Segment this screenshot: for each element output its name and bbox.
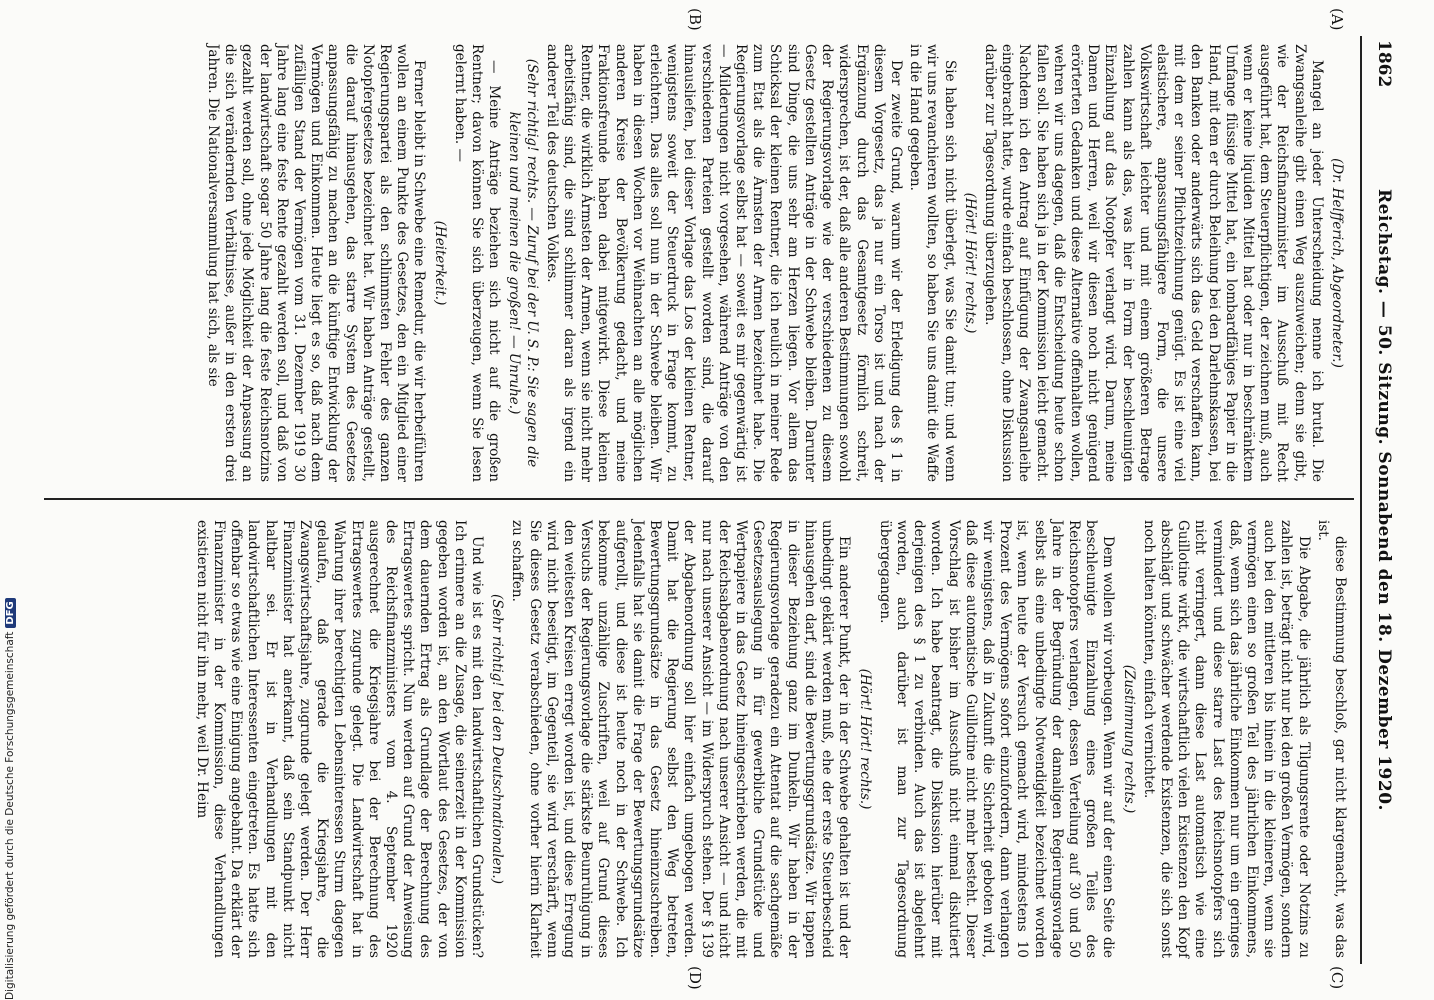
paragraph: diese Bestimmung beschloß, gar nicht klargemacht, was das ist. xyxy=(1314,520,1348,958)
margin-mark-d: (D) xyxy=(686,966,704,990)
paragraph: (Dr. Helfferich, Abgeordneter.) xyxy=(1329,158,1345,368)
paragraph: (Hört! Hört! rechts.) xyxy=(856,668,873,810)
paragraph: (Sehr richtig! bei den Deutschnationalen.) xyxy=(489,594,506,884)
footer-credit xyxy=(4,598,16,1000)
paragraph: Ferner bleibt in Schwebe eine Remedur, die wir herbeiführen wollen an einem Punkte des Gesetzes, den ein Mitglied einer Regierungspartei als den schlimmsten Fehler des ganzen Notopfergesetzes bezeichnet hat. Wir haben Anträge gestellt, die darauf hinausgehen, das starre System des Gesetzes anpassungsfähig zu machen an die künftige Entwicklung der Vermögen und Einkommen. Heute liegt es so, daß nach dem zufälligen Stand der Vermögen vom 31. Dezember 1919 30 Jahre lang eine feste Rente gezahlt werden soll, und daß von der landwirtschaft sogar 50 Jahre lang die feste Reichsnotzins gezahlt werden soll, ohne jede Möglichkeit der Anpassung an die sich verändernden Verhältnisse, außer in den ersten drei Jahren. Die Nationalversammlung hat sich, als sie xyxy=(205,44,428,482)
left-column xyxy=(202,44,1348,482)
paragraph: Und wie ist es mit den landwirtschaftlichen Grundstücken? Ich erinnere an die Zusage, die seinerzeit in der Kommission gegeben worden ist, an den Wortlaut des Gesetzes, der von dem dauernden Ertrag als Grundlage der Berechnung des Ertragswertes spricht. Nun werden auf Grund der Anweisung des Reichsfinanzministers vom 4. September 1920 ausgerechnet die Kriegsjahre bei der Berechnung des Ertragswertes zugrunde gelegt. Die Landwirtschaft hat in Wahrung ihrer berechtigten Lebensinteressen Sturm dagegen gelaufen, daß gerade die Kriegsjahre, die Zwangswirtschaftsjahre, zugrunde gelegt werden. Der Herr Finanzminister hat anerkannt, daß sein Standpunkt nicht haltbar sei. Er ist in Verhandlungen mit den landwirtschaftlichen Interessenten eingetreten. Es hatte sich offenbar so etwas wie eine Einigung angebahnt. Da erklärt der Finanzminister in der Kommission, diese Verhandlungen existieren nicht für ihn mehr, weil Dr. Heim xyxy=(193,520,486,958)
paragraph: Die Abgabe, die jährlich als Tilgungsrente oder Notzins zu zahlen ist, beträgt nicht nur bei den großen Vermögen, sondern auch bei den mittleren bis hinein in die kleineren, wenn sie vermögen einen so großen Teil des jährlichen Einkommens, daß, wenn sich das jährliche Einkommen nur um ein geringes vermindert und diese starre Last des Reichsnotopfers sich nicht verringert, dann diese Last automatisch wie eine Guillotine wirkt, die wirtschaftlich vielen Existenzen den Kopf abschlägt und schwächer werdende Existenzen, die sich sonst noch halten könnten, einfach vernichtet. xyxy=(1140,520,1312,958)
footer-strip xyxy=(4,0,20,1000)
margin-mark-b: (B) xyxy=(686,8,704,31)
page-header xyxy=(1368,40,1394,960)
paragraph: Mangel an jeder Unterscheidung nenne ich brutal. Die Zwangsanleihe gibt einen Weg auszuweichen; denn sie gibt, wie der Reichsfinanzminister im Ausschuß mit Recht ausgeführt hat, dem Steuerpflichtigen, der zeichnen muß, auch wenn er keine liquiden Mittel hat oder nur in beschränktem Umfange flüssige Mittel hat, ein lombardfähiges Papier in die Hand, mit dem er durch Beleihung bei den Darlehnskassen, bei den Banken oder anderwärts sich das Geld verschaffen kann, mit dem er seiner Pflichtzeichnung genügt. Es ist eine viel elastischere, anpassungsfähigere Form, die unsere Volkswirtschaft leichter und mit einem größeren Betrage zahlen kann als das, was hier in Form der beschleunigten Einzahlung auf das Notopfer verlangt wird. Darum, meine Damen und Herren, weil wir diesen noch nicht genügend erörterten Gedanken und diese Alternative offenhalten wollen, wehren wir uns dagegen, daß die Entscheidung heute schon fallen soll. Sie haben sich ja in der Kommission leicht gemacht. Nachdem ich den Antrag auf Einfügung der Zwangsanleihe eingebracht hatte, wurde einfach beschlossen, ohne Diskussion darüber zur Tagesordnung überzugehen. xyxy=(981,44,1325,482)
paragraph: (Heiterkeit.) xyxy=(431,220,448,306)
footer-credit-text: Digitalisierung gefördert durch die Deutsche Forschungsgemeinschaft xyxy=(4,631,16,1000)
page-number: 1862 xyxy=(1374,40,1394,88)
right-column xyxy=(191,520,1348,958)
paragraph: (Hört! Hört! rechts.) xyxy=(961,192,978,334)
column-divider xyxy=(44,498,1354,500)
margin-mark-a: (A) xyxy=(1328,8,1346,31)
header-rule xyxy=(1360,36,1362,964)
paragraph: — Meine Anträge beziehen sich nicht auf die großen Rentner; davon können Sie sich überzeugen, wenn Sie lesen gelernt haben. — xyxy=(451,44,503,482)
paragraph: Der zweite Grund, warum wir der Erledigung des § 1 in diesem Vorgesetz, das ja nur ein Torso ist und nach der Ergänzung durch das Gesamtgesetz förmlich schreit, widersprechen, ist der, daß alle anderen Bestimmungen sowohl der Regierungsvorlage wie der verschiedenen zu diesem Gesetz gestellten Anträge in der Schwebe bleiben. Darunter sind Dinge, die uns sehr am Herzen liegen. Vor allem das Schicksal der kleinen Rentner, die ich neulich in meiner Rede zum Etat als die Ärmsten der Armen bezeichnet habe. Die Regierungsvorlage selbst hat — soweit es mir gegenwärtig ist — Milderungen nicht vorgesehen, während Anträge von den verschiedenen Parteien gestellt worden sind, die darauf hinausliefen, bei dieser Vorlage das Los der kleinen Rentner, wenigstens soweit der Steuerdruck in Frage kommt, zu erleichtern. Das alles soll nun in der Schwebe bleiben. Wir haben in diesen Wochen vor Weihnachten an alle möglichen anderen Kreise der Bevölkerung gedacht, und meine Fraktionsfreunde haben dabei mitgewirkt. Diese kleinen Rentner, die wirklich Ärmsten der Armen, wenn sie nicht mehr arbeitsfähig sind, die sind schlimmer daran als irgend ein anderer Teil des deutschen Volkes. xyxy=(543,44,904,482)
paragraph: Dem wollen wir vorbeugen. Wenn wir auf der einen Seite die beschleunigte Einzahlung eines großen Teiles des Reichsnotopfers verlangen, dessen Verteilung auf 30 und 50 Jahre in der Begründung der damaligen Regierungsvorlage selbst als eine unbedingte Notwendigkeit bezeichnet worden ist, wenn heute der Versuch gemacht wird, mindestens 10 Prozent des Vermögens sofort einzufordern, dann verlangen wir wenigstens, daß in Zukunft die Sicherheit geboten wird, daß diese automatische Guillotine nicht mehr besteht. Dieser Vorschlag ist bisher im Ausschuß nicht einmal diskutiert worden. Ich habe beantragt, die Diskussion hierüber mit derjenigen des § 1 zu verbinden. Auch das ist abgelehnt worden, auch darüber ist man zur Tagesordnung übergegangen. xyxy=(876,520,1117,958)
paragraph: (Zustimmung rechts.) xyxy=(1120,664,1137,814)
paragraph: Ein anderer Punkt, der in der Schwebe gehalten ist und der unbedingt geklärt werden muß, ehe der erste Steuerbescheid hinausgehen darf, sind die Bewertungsgrundsätze. Wir tappen in dieser Beziehung ganz im Dunkeln. Wir haben in der Regierungsvorlage geradezu ein Attentat auf die sachgemäße Gesetzesauslegung in für gewerbliche Grundstücke und Wertpapiere in das Gesetz hineingeschrieben werden, die mit der Reichsabgabenordnung nach unserer Ansicht — und nicht nur nach unserer Ansicht — im Widerspruch stehen. Der § 139 der Abgabenordnung soll hier einfach umgebogen werden. Damit hat die Regierung selbst den Weg betreten, Bewertungsgrundsätze in das Gesetz hineinzuschreiben. Jedenfalls hat sie damit die Frage der Bewertungsgrundsätze aufgerollt, und diese ist heute noch in der Schwebe. Ich bekomme unzählige Zuschriften, weil auf Grund dieses Versuchs der Regierungsvorlage die stärkste Beunruhigung in den weitesten Kreisen erregt worden ist, und diese Erregung wird nicht beseitigt, im Gegenteil, sie wird verschärft, wenn Sie dieses Gesetz verabschieden, ohne vorher hierin Klarheit zu schaffen. xyxy=(509,520,853,958)
dfg-logo: DFG xyxy=(5,598,16,627)
paragraph: Sie haben sich nicht überlegt, was Sie damit tun; und wenn wir uns revanchieren wollten, so haben Sie uns damit die Waffe in die Hand gegeben. xyxy=(907,44,958,482)
page-title: Reichstag. — 50. Sitzung. Sonnabend den 18. Dezember 1920. xyxy=(1374,189,1394,811)
margin-mark-c: (C) xyxy=(1328,966,1346,990)
paragraph: (Sehr richtig! rechts. — Zuruf bei der U. S. P.: Sie sagen die kleinen und meinen die großen! — Unruhe.) xyxy=(506,58,540,468)
